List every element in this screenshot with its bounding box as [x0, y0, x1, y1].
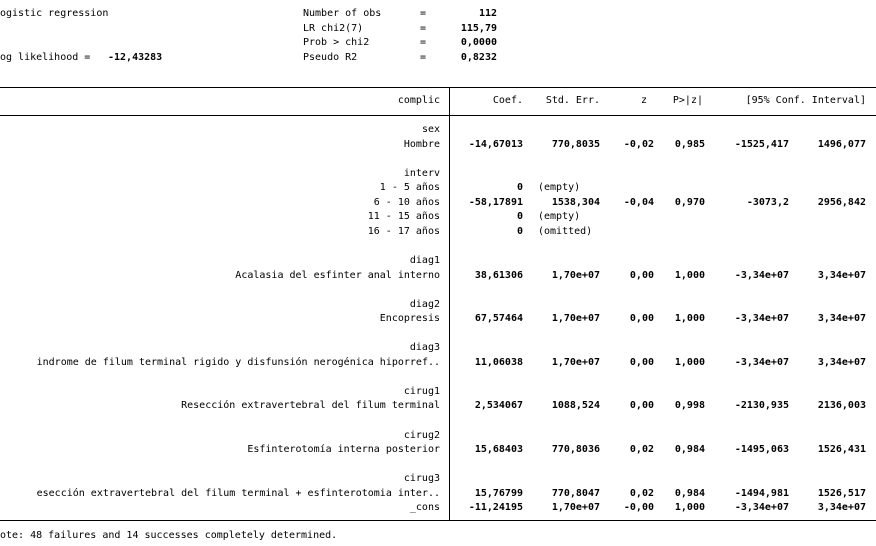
variable-name: diag3 — [409, 342, 440, 354]
cell-ci-upper: 3,34e+07 — [817, 502, 866, 514]
level-label: Hombre — [403, 138, 440, 150]
cell-coef: 11,06038 — [474, 356, 523, 368]
col-se-header: Std. Err. — [545, 95, 600, 106]
cell-coef: -14,67013 — [468, 138, 523, 150]
cell-ci-lower: -3,34e+07 — [734, 502, 789, 514]
stat-value: 0,0000 — [460, 37, 497, 48]
cell-ci-upper: 2136,003 — [817, 400, 866, 412]
level-label: indrome de filum terminal rigido y disfunsión nerogénica hiporref.. — [36, 356, 440, 368]
cell-z: 0,00 — [629, 400, 654, 412]
depvar-header: complic — [397, 95, 440, 106]
stat-equals: = — [420, 51, 427, 63]
stat-equals: = — [420, 22, 427, 34]
cell-ci-lower: -1495,063 — [734, 444, 789, 456]
model-title: ogistic regression — [0, 8, 109, 19]
variable-name: diag2 — [409, 298, 440, 310]
cell-coef: 2,534067 — [474, 400, 523, 412]
cell-z: 0,00 — [629, 356, 654, 368]
level-label: _cons — [409, 502, 440, 514]
stat-label: Number of obs — [303, 8, 382, 19]
cell-coef: 38,61306 — [474, 269, 523, 281]
cell-coef: 0 — [516, 211, 523, 223]
variable-name: diag1 — [409, 254, 440, 266]
table-bottom-rule — [0, 520, 876, 521]
cell-note: (empty) — [538, 182, 581, 194]
stat-label: LR chi2(7) — [303, 22, 364, 34]
stat-value: 112 — [478, 8, 497, 19]
variable-name: interv — [403, 167, 440, 179]
cell-z: -0,00 — [623, 502, 654, 514]
cell-coef: 15,76799 — [474, 487, 523, 499]
cell-ci-upper: 2956,842 — [817, 196, 866, 208]
loglik-value: -12,43283 — [108, 52, 163, 63]
cell-p: 0,998 — [674, 400, 705, 412]
col-p-header: P>|z| — [672, 95, 703, 106]
cell-ci-lower: -3,34e+07 — [734, 313, 789, 325]
cell-se: 1,70e+07 — [551, 502, 600, 514]
cell-se: 770,8036 — [551, 444, 600, 456]
level-label: 1 - 5 años — [379, 182, 440, 194]
level-label: Resección extravertebral del filum terminal — [181, 400, 440, 412]
stat-equals: = — [420, 8, 427, 19]
table-top-rule — [0, 87, 876, 88]
stat-value: 115,79 — [460, 22, 497, 34]
level-label: 11 - 15 años — [367, 211, 440, 223]
level-label: Encopresis — [379, 313, 440, 325]
cell-p: 0,970 — [674, 196, 705, 208]
level-label: 6 - 10 años — [373, 196, 440, 208]
variable-name: cirug2 — [403, 429, 440, 441]
variable-name: cirug3 — [403, 473, 440, 485]
col-z-header: z — [640, 95, 647, 106]
loglik-label: og likelihood = — [0, 52, 91, 63]
cell-ci-upper: 3,34e+07 — [817, 313, 866, 325]
cell-se: 1,70e+07 — [551, 356, 600, 368]
cell-note: (empty) — [538, 211, 581, 223]
cell-p: 1,000 — [674, 269, 705, 281]
cell-z: -0,02 — [623, 138, 654, 150]
cell-se: 770,8047 — [551, 487, 600, 499]
cell-se: 1538,304 — [551, 196, 600, 208]
stat-label: Prob > chi2 — [303, 37, 370, 48]
cell-se: 1088,524 — [551, 400, 600, 412]
cell-z: -0,04 — [623, 196, 654, 208]
stat-label: Pseudo R2 — [303, 51, 358, 63]
table-divider — [449, 87, 450, 521]
variable-name: cirug1 — [403, 385, 440, 397]
cell-p: 1,000 — [674, 502, 705, 514]
cell-z: 0,02 — [629, 487, 654, 499]
stat-equals: = — [420, 37, 427, 48]
cell-ci-upper: 1496,077 — [817, 138, 866, 150]
cell-p: 0,984 — [674, 487, 705, 499]
cell-coef: -58,17891 — [468, 196, 523, 208]
cell-z: 0,00 — [629, 269, 654, 281]
variable-name: sex — [421, 124, 440, 135]
cell-p: 0,984 — [674, 444, 705, 456]
cell-se: 770,8035 — [551, 138, 600, 150]
cell-z: 0,00 — [629, 313, 654, 325]
col-coef-header: Coef. — [492, 95, 523, 106]
cell-ci-lower: -2130,935 — [734, 400, 789, 412]
level-label: Esfinterotomía interna posterior — [247, 444, 440, 456]
stat-value: 0,8232 — [460, 51, 497, 63]
cell-coef: 67,57464 — [474, 313, 523, 325]
cell-p: 1,000 — [674, 313, 705, 325]
cell-p: 1,000 — [674, 356, 705, 368]
cell-note: (omitted) — [538, 225, 593, 237]
cell-p: 0,985 — [674, 138, 705, 150]
cell-ci-lower: -1494,981 — [734, 487, 789, 499]
level-label: 16 - 17 años — [367, 225, 440, 237]
cell-ci-lower: -3,34e+07 — [734, 269, 789, 281]
level-label: Acalasia del esfinter anal interno — [235, 269, 440, 281]
cell-coef: 0 — [516, 182, 523, 194]
footer-note: ote: 48 failures and 14 successes completely determined. — [0, 530, 338, 541]
cell-ci-upper: 1526,517 — [817, 487, 866, 499]
cell-ci-upper: 1526,431 — [817, 444, 866, 456]
level-label: esección extravertebral del filum terminal + esfinterotomia inter.. — [36, 487, 440, 499]
cell-coef: -11,24195 — [468, 502, 523, 514]
cell-ci-lower: -3,34e+07 — [734, 356, 789, 368]
cell-z: 0,02 — [629, 444, 654, 456]
cell-se: 1,70e+07 — [551, 313, 600, 325]
cell-ci-upper: 3,34e+07 — [817, 269, 866, 281]
table-header-rule — [0, 115, 876, 116]
col-ci-header: [95% Conf. Interval] — [745, 95, 866, 106]
cell-ci-lower: -1525,417 — [734, 138, 789, 150]
cell-se: 1,70e+07 — [551, 269, 600, 281]
cell-ci-upper: 3,34e+07 — [817, 356, 866, 368]
cell-coef: 0 — [516, 225, 523, 237]
cell-coef: 15,68403 — [474, 444, 523, 456]
cell-ci-lower: -3073,2 — [746, 196, 789, 208]
